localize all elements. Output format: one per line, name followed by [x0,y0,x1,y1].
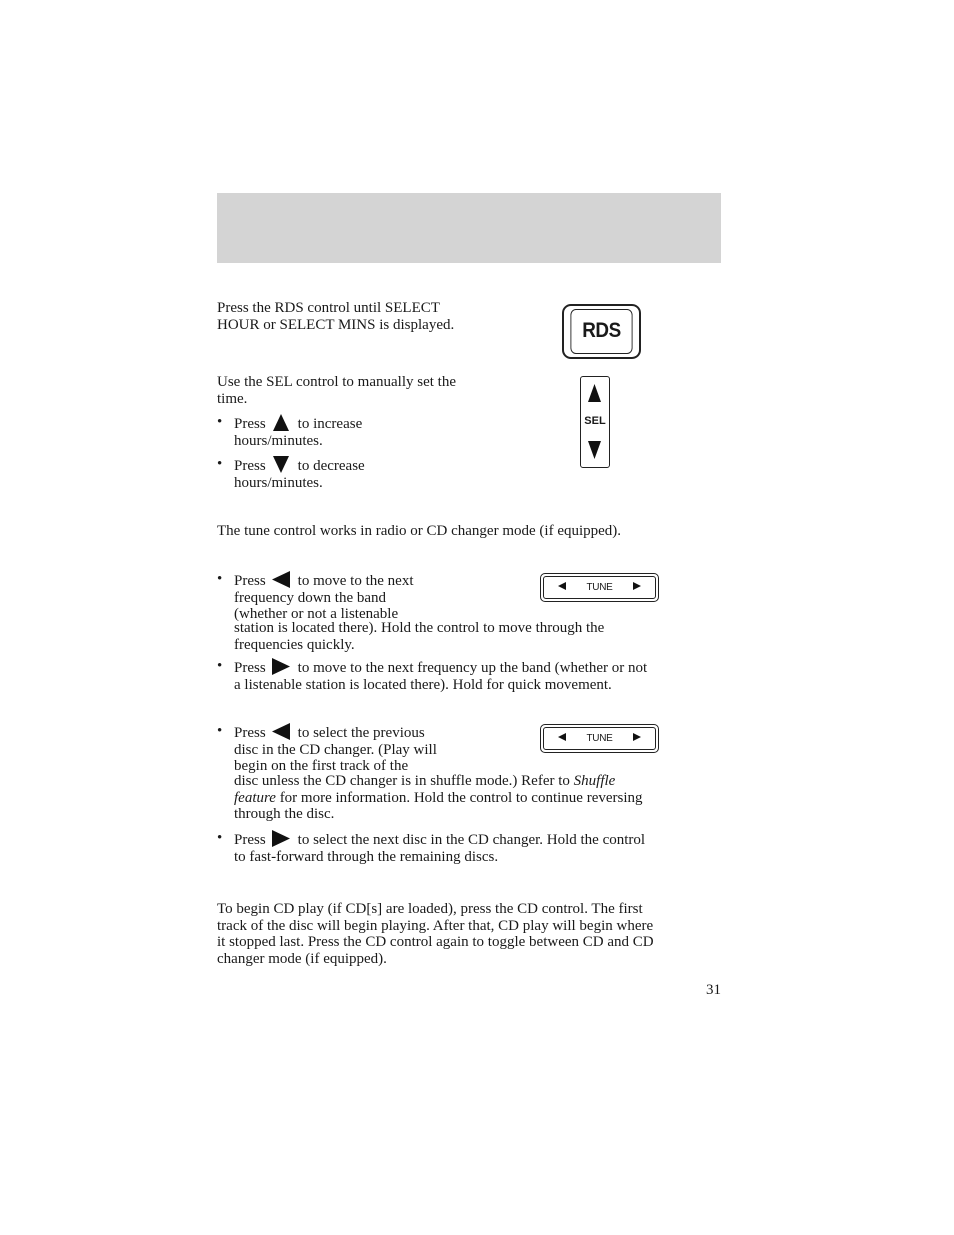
radio-bullet-down-continued [234,620,721,653]
text-line: to move to the next [297,573,414,589]
text-line: To begin CD play (if CD[s] are loaded), press the CD control. The first [217,901,643,917]
text-line: changer mode (if equipped). [217,950,387,967]
text-line: to select the next disc in the CD changer. Hold the control [297,832,646,848]
sel-intro: Use the SEL control to manually set the time. [217,374,456,407]
text-line: for more information. Hold the control to continue reversing [275,789,643,806]
cd-bullet-previous-continued [234,773,721,823]
rds-button[interactable] [562,304,641,359]
shuffle-feature-ref: Shuffle [573,773,616,789]
section-header-band [217,193,721,263]
rds-button-label: RDS [570,309,632,354]
text-line: to move to the next frequency up the band (whether or not [297,660,648,676]
press-label: Press [234,573,266,589]
text-line: through the disc. [234,806,335,822]
text-line: track of the disc will begin playing. After that, CD play will begin where [217,917,654,934]
press-label: Press [234,832,266,848]
text-line: it stopped last. Press the CD control again to toggle between CD and CD [217,934,654,950]
text-line: frequencies quickly. [234,636,355,653]
down-arrow-icon [270,456,292,473]
shuffle-feature-ref: feature [234,789,276,806]
sel-up-icon[interactable] [588,384,601,402]
text-line: a listenable station is located there). Hold for quick movement. [234,676,612,693]
text-line: disc unless the CD changer is in shuffle mode.) Refer to [234,773,574,789]
left-arrow-icon [270,723,292,740]
rds-instruction: Press the RDS control until SELECT HOUR or SELECT MINS is displayed. [217,300,455,333]
tune-control-label: TUNE [586,733,613,744]
text-line: disc in the CD changer. (Play will [234,741,437,758]
press-label: Press [234,416,266,432]
text-line: begin on the first track of the [234,758,409,774]
increase-text: to increase hours/minutes. [234,416,363,449]
right-arrow-icon [270,658,292,675]
text-line: station is located there). Hold the control to move through the [234,620,605,636]
right-arrow-icon [270,830,292,847]
cd-play-paragraph [217,901,721,967]
press-label: Press [234,725,266,741]
text-line: to select the previous [297,725,425,741]
sel-control[interactable] [580,376,610,468]
sel-control-label: SEL [584,415,606,427]
tune-control-label: TUNE [586,582,613,593]
text-line: to fast-forward through the remaining discs. [234,848,499,865]
left-arrow-icon [270,571,292,588]
sel-down-icon[interactable] [588,441,601,459]
press-label: Press [234,660,266,676]
tune-intro: The tune control works in radio or CD changer mode (if equipped). [217,523,622,539]
decrease-text: to decrease hours/minutes. [234,458,365,491]
page-number: 31 [706,982,721,998]
up-arrow-icon [270,414,292,431]
text-line: (whether or not a listenable [234,606,399,622]
press-label: Press [234,458,266,474]
text-line: frequency down the band [234,589,387,606]
